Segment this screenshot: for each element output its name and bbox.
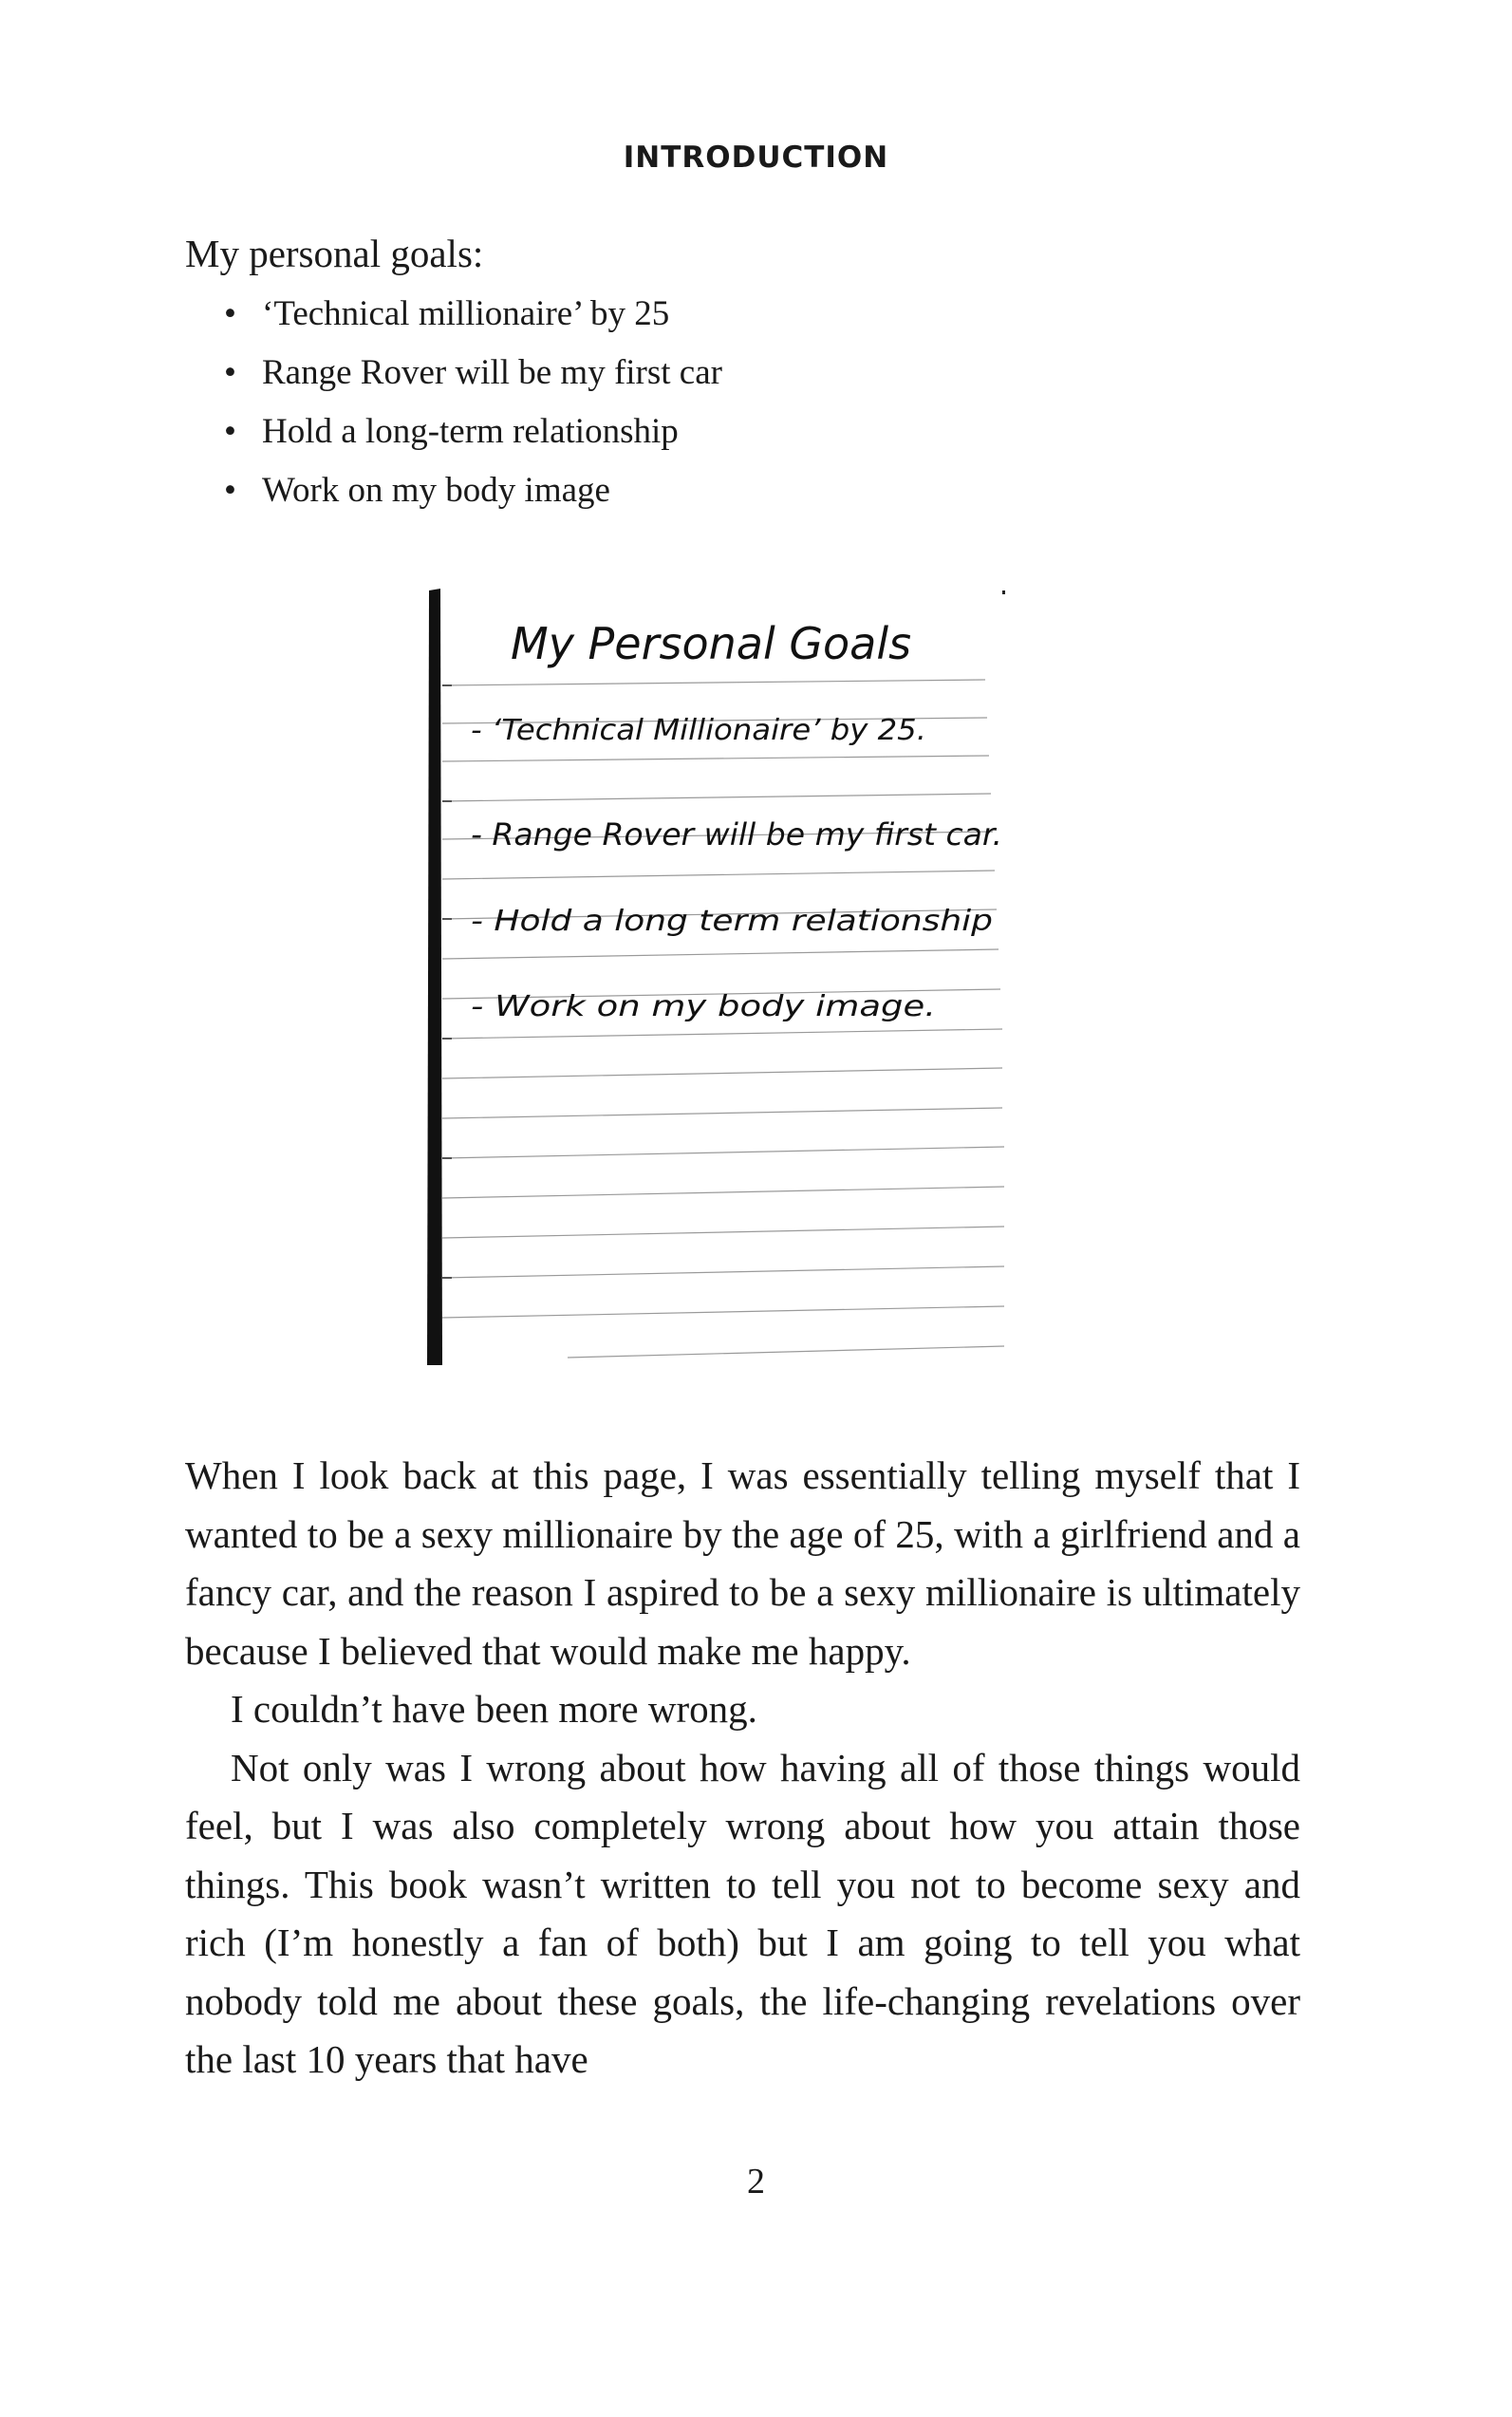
ruled-line	[442, 1266, 1004, 1278]
handwritten-note-image	[425, 581, 1023, 1369]
notepad-binding	[427, 589, 442, 1365]
ruled-line	[442, 871, 995, 879]
page-number: 2	[747, 2162, 765, 2202]
margin-ticks	[442, 685, 452, 1278]
body-paragraph: I couldn’t have been more wrong.	[231, 1687, 757, 1731]
ruled-line	[442, 794, 991, 801]
body-text	[185, 1447, 1300, 2089]
goal-item-text: Work on my body image	[262, 471, 610, 510]
running-head: INTRODUCTION	[623, 141, 889, 175]
handwritten-line: - Work on my body image.	[471, 990, 936, 1023]
ruled-line	[442, 949, 999, 959]
ruled-line	[442, 756, 989, 761]
goal-item	[224, 344, 722, 403]
body-paragraph: When I look back at this page, I was essentially telling myself that I wanted to be a sexy millionaire by the age of 25, with a girlfriend and a fancy car, and the reason I aspired to be a sexy millionaire is ultimately because I believed that would make me happy.	[185, 1453, 1300, 1673]
notepad-drawing	[425, 581, 1023, 1369]
goal-item	[224, 285, 722, 344]
handwritten-line: - Hold a long term relationship	[471, 905, 993, 938]
ruled-line	[442, 680, 985, 685]
ruled-line	[442, 1108, 1002, 1118]
ruled-line	[442, 1306, 1004, 1318]
handwritten-line: - ‘Technical Millionaire’ by 25.	[471, 714, 926, 747]
handwritten-title: My Personal Goals	[511, 618, 912, 669]
ruled-line	[442, 1147, 1004, 1158]
notepad-speck	[1002, 590, 1005, 594]
goal-item	[224, 403, 722, 461]
goal-item-text: Range Rover will be my first car	[262, 353, 722, 392]
goals-heading: My personal goals:	[185, 232, 484, 275]
goal-item-text: ‘Technical millionaire’ by 25	[262, 294, 670, 333]
body-paragraph: Not only was I wrong about how having all of those things would feel, but I was also completely wrong about how you attain those things. This book wasn’t written to tell you not to become sexy and rich (I’m honestly a fan of both) but I am going to tell you what nobody told me about these goals, the life-changing revelations over the last 10 years that have	[185, 1745, 1300, 2081]
ruled-line	[442, 1187, 1004, 1198]
goals-list	[224, 285, 722, 520]
goal-item	[224, 461, 722, 520]
bullet-icon: •	[224, 294, 236, 333]
bullet-icon: •	[224, 353, 236, 392]
handwritten-line: - Range Rover will be my first car.	[471, 816, 1002, 853]
bullet-icon: •	[224, 471, 236, 510]
ruled-line	[442, 1227, 1004, 1238]
ruled-line	[568, 1346, 1004, 1358]
ruled-line	[442, 1029, 1002, 1039]
goal-item-text: Hold a long-term relationship	[262, 412, 679, 451]
bullet-icon: •	[224, 412, 236, 451]
ruled-line	[442, 1068, 1002, 1078]
